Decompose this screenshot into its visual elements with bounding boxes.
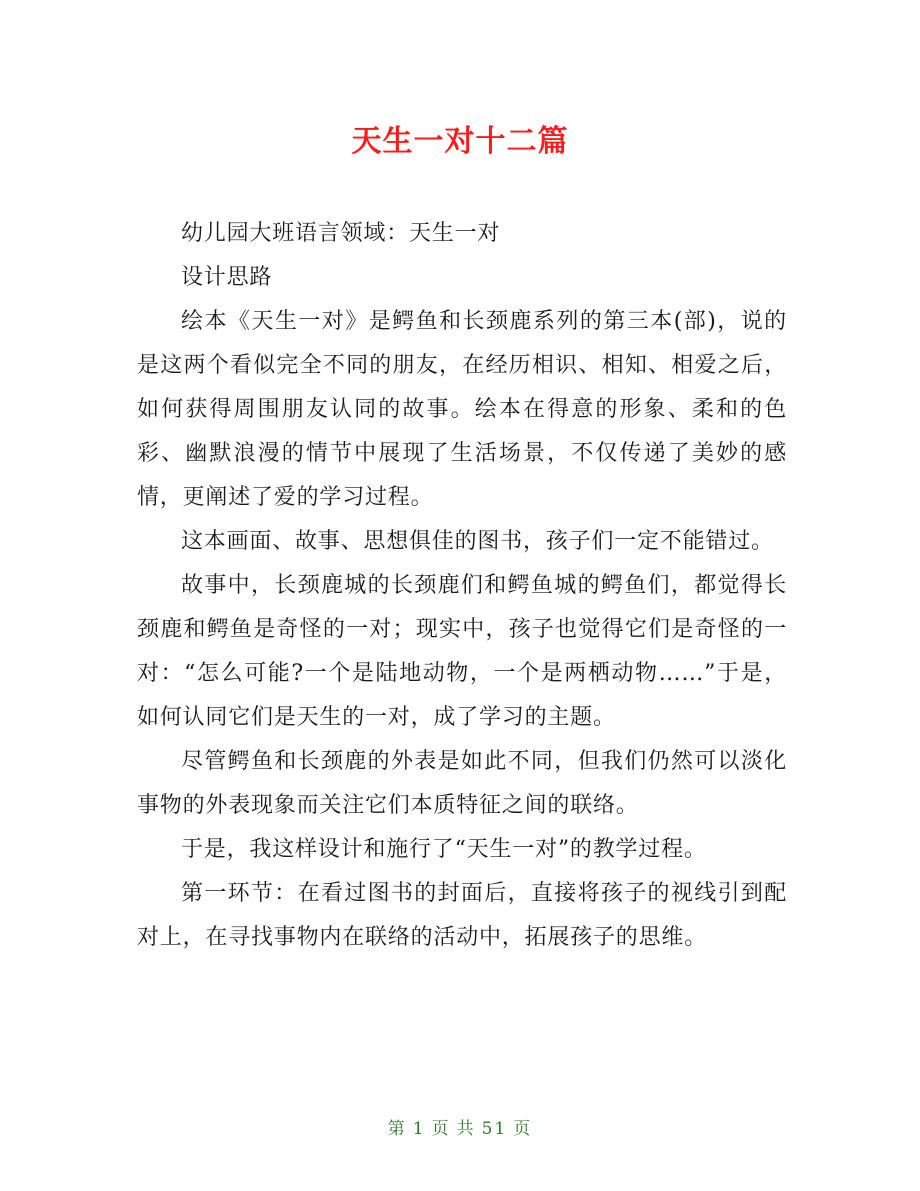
footer-prefix: 第 bbox=[387, 1119, 407, 1139]
paragraph-recommend: 这本画面、故事、思想俱佳的图书，孩子们一定不能错过。 bbox=[181, 529, 774, 554]
paragraph-process: 于是，我这样设计和施行了“天生一对”的教学过程。 bbox=[181, 837, 707, 862]
footer-page-label: 页 bbox=[431, 1119, 451, 1139]
document-body bbox=[137, 212, 787, 960]
document-title: 天生一对十二篇 bbox=[351, 124, 569, 159]
footer-total-label: 共 bbox=[456, 1119, 476, 1139]
footer-page-number: 1 bbox=[412, 1119, 426, 1139]
paragraph-story: 故事中，长颈鹿城的长颈鹿们和鳄鱼城的鳄鱼们，都觉得长颈鹿和鳄鱼是奇怪的一对；现实中，孩子也觉得它们是奇怪的一对：“怎么可能?一个是陆地动物，一个是两栖动物……”于是，如何认同它们是天生的一对，成了学习的主题。 bbox=[137, 573, 787, 730]
paragraph-intro: 绘本《天生一对》是鳄鱼和长颈鹿系列的第三本(部)，说的是这两个看似完全不同的朋友，在经历相识、相知、相爱之后，如何获得周围朋友认同的故事。绘本在得意的形象、柔和的色彩、幽默浪漫的情节中展现了生活场景，不仅传递了美妙的感情，更阐述了爱的学习过程。 bbox=[137, 309, 787, 510]
paragraph-subject: 幼儿园大班语言领域：天生一对 bbox=[181, 221, 501, 246]
page-footer bbox=[0, 1114, 920, 1139]
paragraph-contrast: 尽管鳄鱼和长颈鹿的外表是如此不同，但我们仍然可以淡化事物的外表现象而关注它们本质特征之间的联络。 bbox=[137, 749, 787, 818]
paragraph-design-heading: 设计思路 bbox=[181, 265, 273, 290]
footer-total-pages: 51 bbox=[481, 1119, 508, 1139]
footer-suffix: 页 bbox=[513, 1119, 533, 1139]
paragraph-step-one: 第一环节：在看过图书的封面后，直接将孩子的视线引到配对上，在寻找事物内在联络的活动中，拓展孩子的思维。 bbox=[137, 881, 787, 950]
